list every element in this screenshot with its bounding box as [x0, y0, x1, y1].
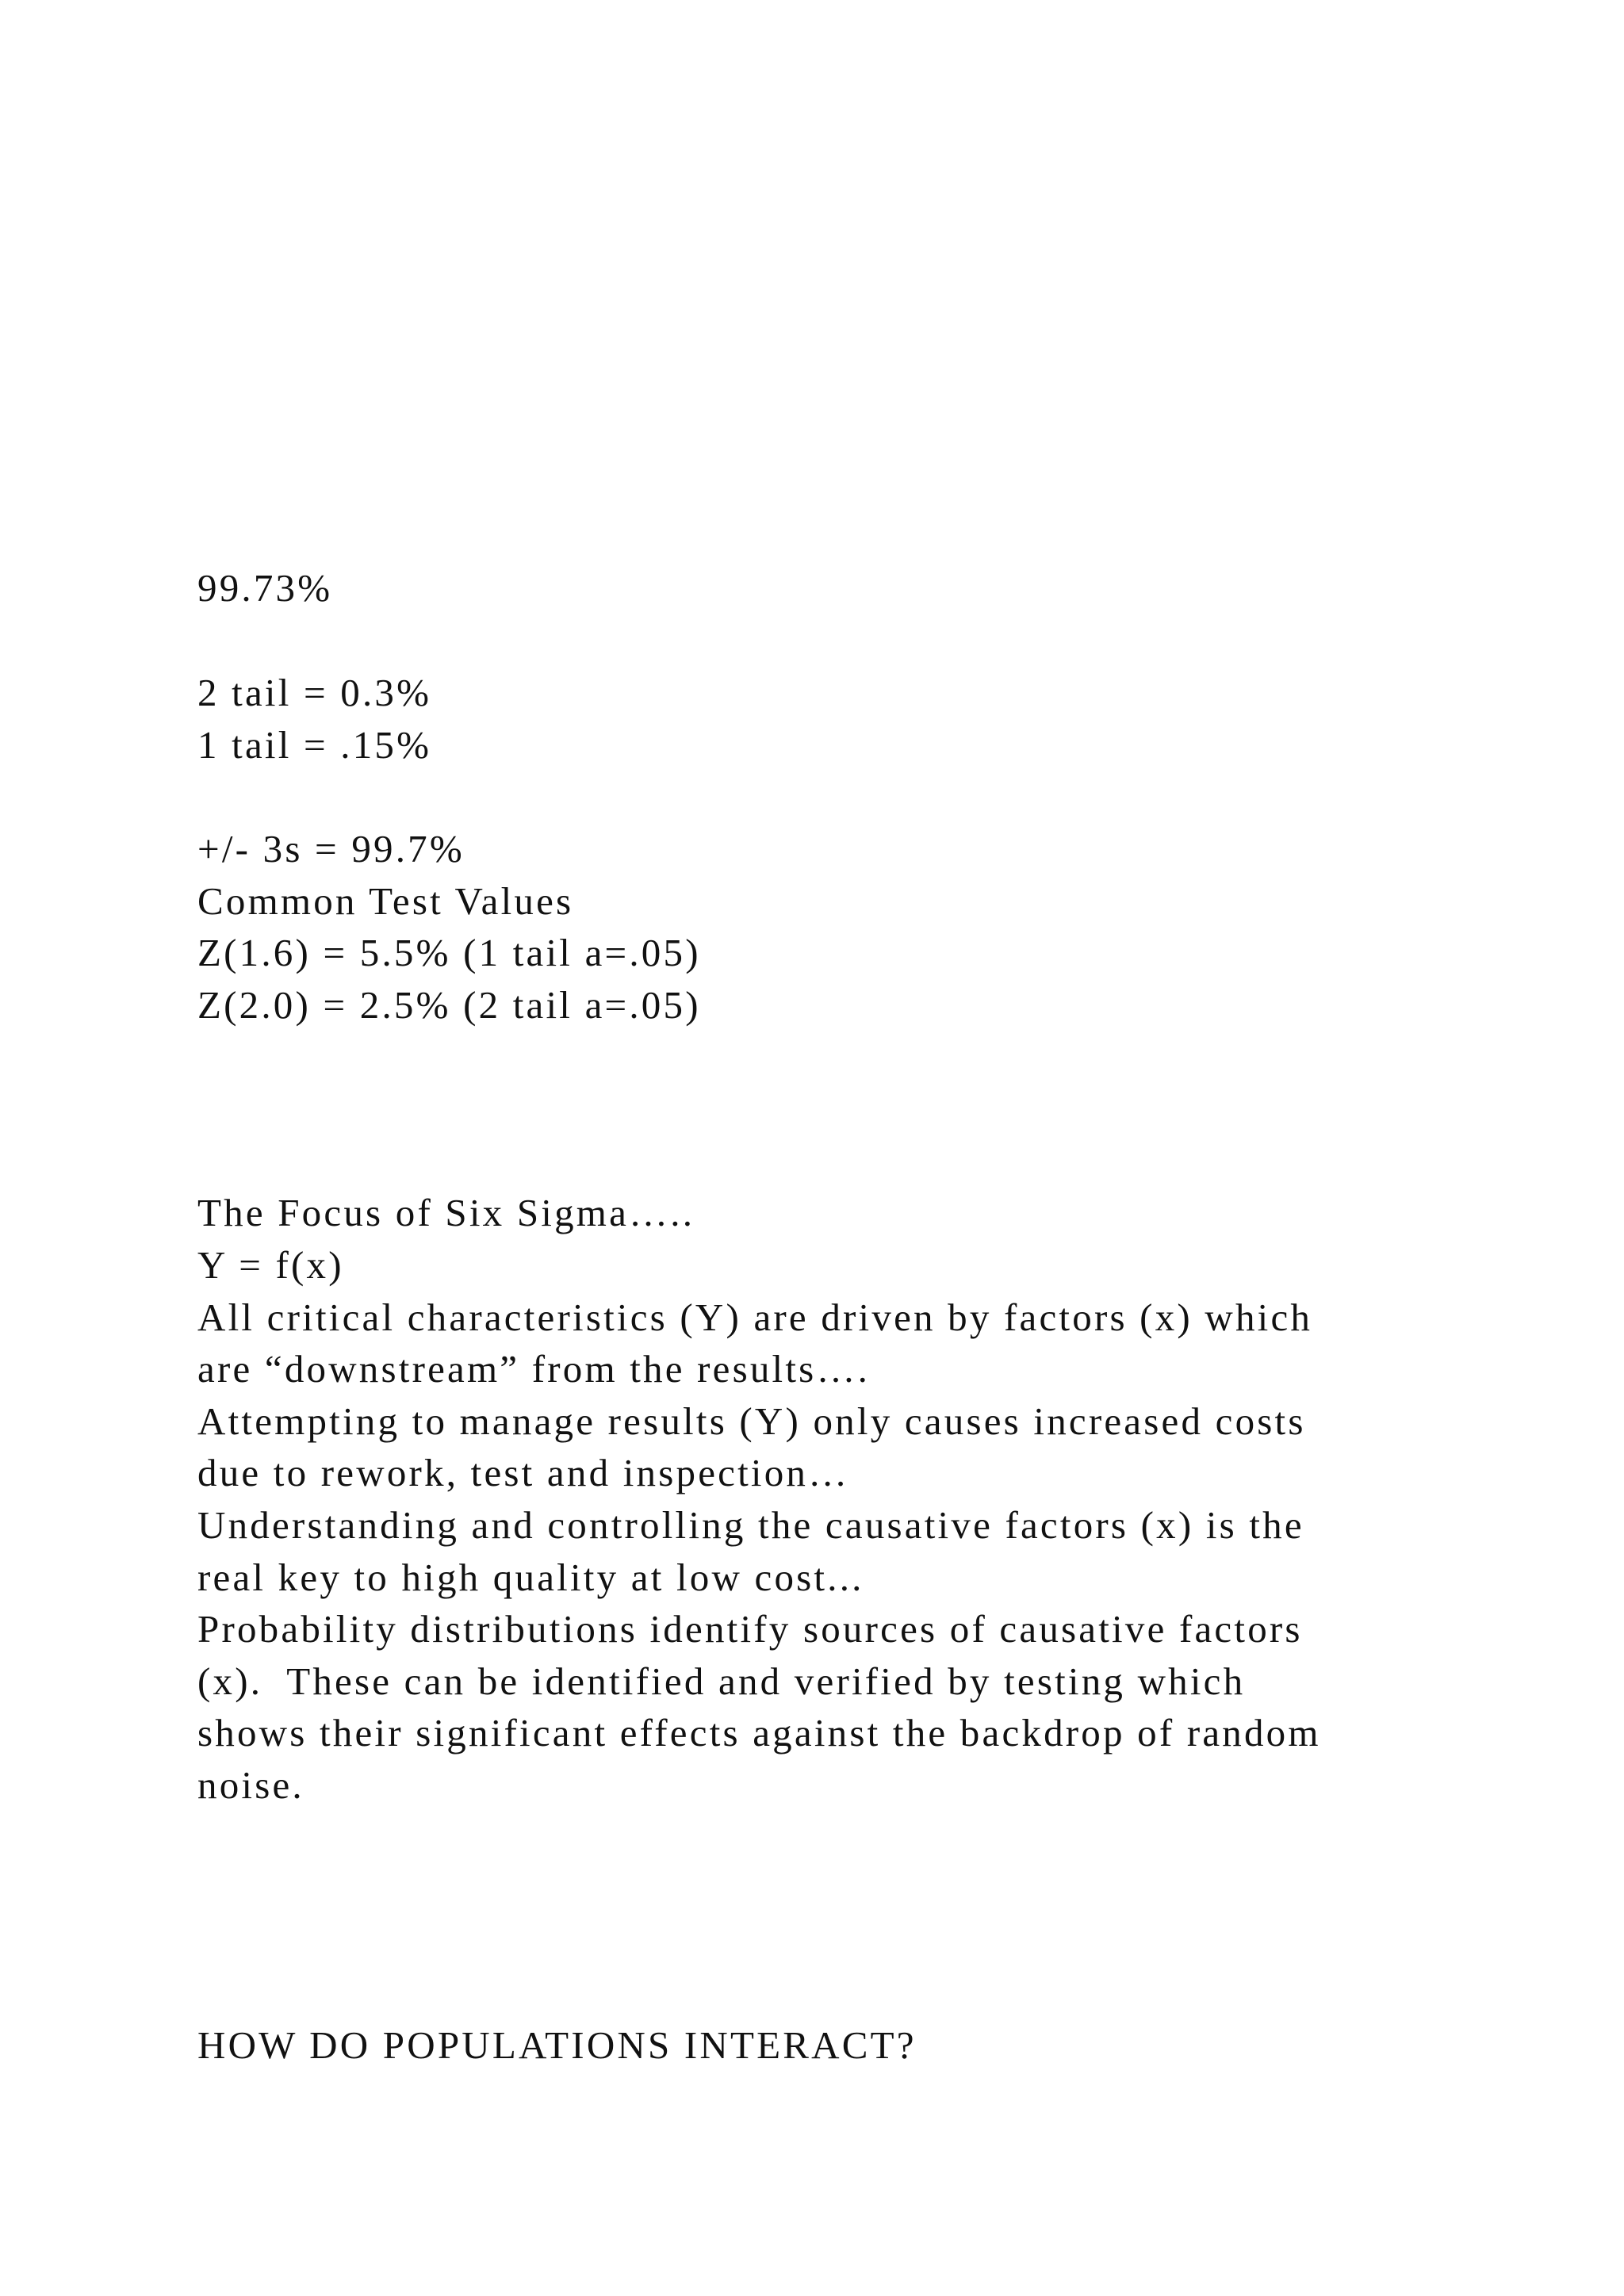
common-test-values-heading: Common Test Values: [197, 879, 574, 923]
paragraph-line: noise.: [197, 1763, 304, 1807]
z-one-line: Z(1.6) = 5.5% (1 tail a=.05): [197, 931, 701, 974]
paragraph-line: are “downstream” from the results….: [197, 1347, 871, 1391]
percent-value: 99.73%: [197, 566, 333, 610]
paragraph-line: Probability distributions identify sources of causative factors: [197, 1607, 1303, 1651]
one-tail-line: 1 tail = .15%: [197, 723, 432, 767]
six-sigma-focus-title: The Focus of Six Sigma…..: [197, 1191, 695, 1234]
paragraph-line: real key to high quality at low cost...: [197, 1556, 864, 1599]
paragraph-line: Attempting to manage results (Y) only causes increased costs: [197, 1399, 1306, 1443]
z-two-line: Z(2.0) = 2.5% (2 tail a=.05): [197, 983, 701, 1027]
paragraph-line: All critical characteristics (Y) are driven by factors (x) which: [197, 1295, 1313, 1339]
three-sigma-line: +/- 3s = 99.7%: [197, 827, 465, 871]
two-tail-line: 2 tail = 0.3%: [197, 671, 432, 714]
populations-heading: HOW DO POPULATIONS INTERACT?: [197, 2023, 917, 2067]
paragraph-line: Understanding and controlling the causative factors (x) is the: [197, 1503, 1304, 1547]
paragraph-line: shows their significant effects against the backdrop of random: [197, 1711, 1321, 1755]
formula-line: Y = f(x): [197, 1243, 344, 1287]
paragraph-line: (x). These can be identified and verified by testing which: [197, 1659, 1246, 1703]
paragraph-line: due to rework, test and inspection…: [197, 1451, 850, 1494]
